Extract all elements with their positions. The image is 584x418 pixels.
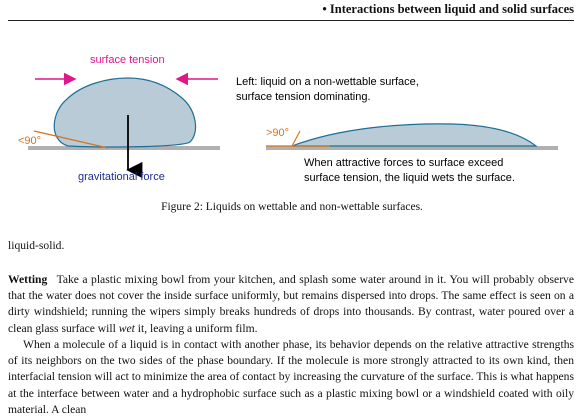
- left-note-line2: surface tension dominating.: [236, 91, 371, 103]
- surface-tension-label: surface tension: [90, 54, 165, 66]
- left-note-line1: Left: liquid on a non-wettable surface,: [236, 76, 419, 88]
- right-note-line1: When attractive forces to surface exceed: [304, 157, 504, 169]
- figure-caption: Figure 2: Liquids on wettable and non-wettable surfaces.: [161, 201, 423, 213]
- left-drop: [54, 78, 195, 147]
- wetting-text-a: Take a plastic mixing bowl from your kitchen, and splash some water around in it. You will probably observe that the water does not cover the inside surface uniformly, but remains dispersed into drops. The same effect is seen on a dirty windshield; running the wipers simply breaks hundreds of drops into thousands. By contrast, water poured over a clean glass surface will: [8, 273, 574, 335]
- right-angle-label: >90°: [266, 127, 290, 139]
- wetting-emphasis: wet: [118, 321, 135, 335]
- molecule-paragraph: When a molecule of a liquid is in contact with another phase, its behavior depends on the relative attractive strengths of its neighbors on the two sides of the phase boundary. If the molecule is more strongly attracted to its own kind, then interfacial tension will act to minimize the area of contact by increasing the curvature of the surface. This is what happens at the interface between water and a hydrophobic surface such as a plastic mixing bowl or a windshield coated with oily material. A clean: [8, 338, 574, 416]
- paragraph-lead-wetting: Wetting: [8, 273, 48, 286]
- paragraph-fragment: liquid-solid.: [8, 239, 65, 252]
- wetting-paragraph: [8, 272, 574, 337]
- right-note-line2: surface tension, the liquid wets the surface.: [304, 172, 515, 184]
- right-film: [292, 124, 536, 146]
- gravitational-force-label: gravitational force: [78, 171, 165, 183]
- running-header: • Interactions between liquid and solid surfaces: [322, 2, 574, 16]
- wetting-figure: [0, 0, 584, 200]
- wetting-text-b: it, leaving a uniform film.: [137, 321, 258, 335]
- left-angle-label: <90°: [18, 135, 42, 147]
